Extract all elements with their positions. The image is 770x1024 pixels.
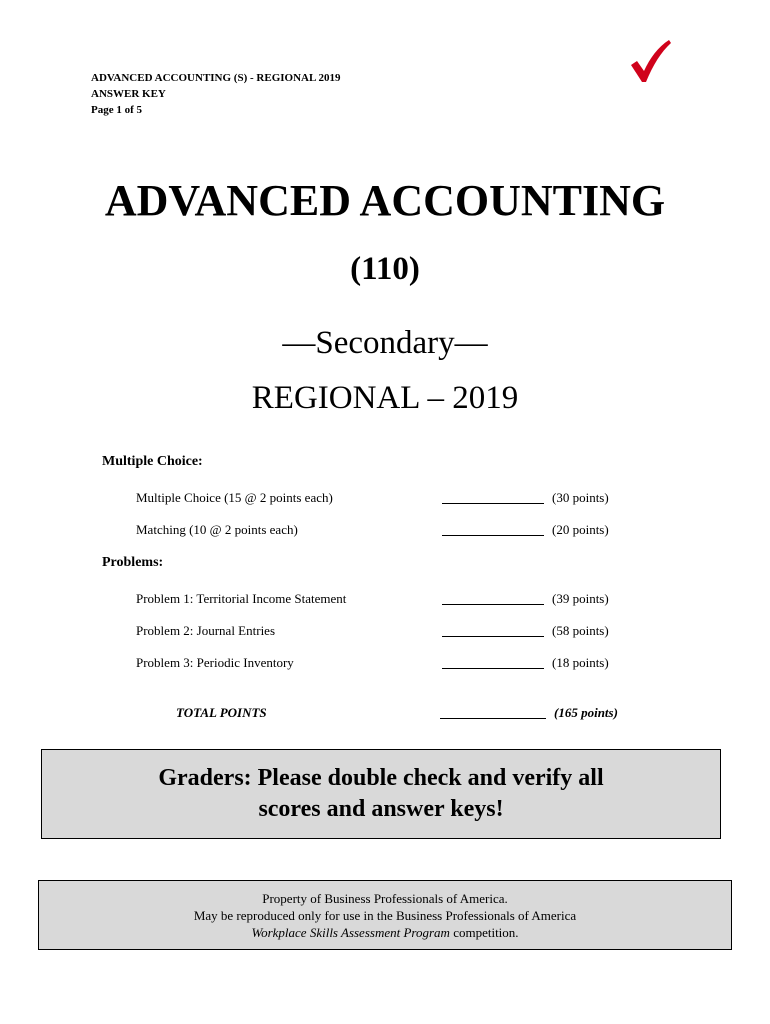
score-blank-line [442,489,544,504]
property-notice-line3-rest: competition. [449,924,519,940]
score-row-label: Matching (10 @ 2 points each) [136,522,298,537]
score-row-points: (18 points) [552,655,609,670]
page-title: ADVANCED ACCOUNTING [104,176,666,225]
property-notice-box [38,880,732,950]
problems-heading: Problems: [102,555,164,570]
score-blank-line [442,521,544,536]
score-row-points: (20 points) [552,522,609,537]
score-row-points: (58 points) [552,623,609,638]
graders-notice-line1: Graders: Please double check and verify all [158,765,604,791]
score-row-label: Problem 1: Territorial Income Statement [136,591,347,606]
multiple-choice-heading: Multiple Choice: [102,454,203,469]
event-code: (110) [350,251,420,287]
score-row [136,521,656,539]
total-points-label: TOTAL POINTS [176,705,267,720]
header-page-number: Page 1 of 5 [91,104,143,116]
score-blank-line [442,622,544,637]
property-notice-line2: May be reproduced only for use in the Business Professionals of America [193,907,577,923]
competition-level: REGIONAL – 2019 [251,380,519,416]
score-row-points: (30 points) [552,490,609,505]
score-row [136,590,656,608]
score-row-label: Multiple Choice (15 @ 2 points each) [136,490,333,505]
score-row-label: Problem 2: Journal Entries [136,623,276,638]
checkmark-icon [628,38,672,84]
graders-notice-line2: scores and answer keys! [258,796,504,822]
header-exam-title: ADVANCED ACCOUNTING (S) - REGIONAL 2019 [91,72,341,84]
wsap-name: Workplace Skills Assessment Program [251,924,450,940]
score-row [136,622,656,640]
total-points-row [176,704,656,722]
total-blank-line [440,704,546,719]
property-notice-line1: Property of Business Professionals of America. [262,890,508,906]
division-level: —Secondary— [282,325,488,361]
property-notice-line3 [251,924,518,941]
score-row [136,489,656,507]
score-row-points: (39 points) [552,591,609,606]
header-answer-key: ANSWER KEY [91,88,166,100]
document-header [91,70,340,118]
total-points-value: (165 points) [554,705,618,720]
score-blank-line [442,590,544,605]
graders-notice-box [41,749,721,839]
score-blank-line [442,654,544,669]
score-row [136,654,656,672]
score-row-label: Problem 3: Periodic Inventory [136,655,294,670]
